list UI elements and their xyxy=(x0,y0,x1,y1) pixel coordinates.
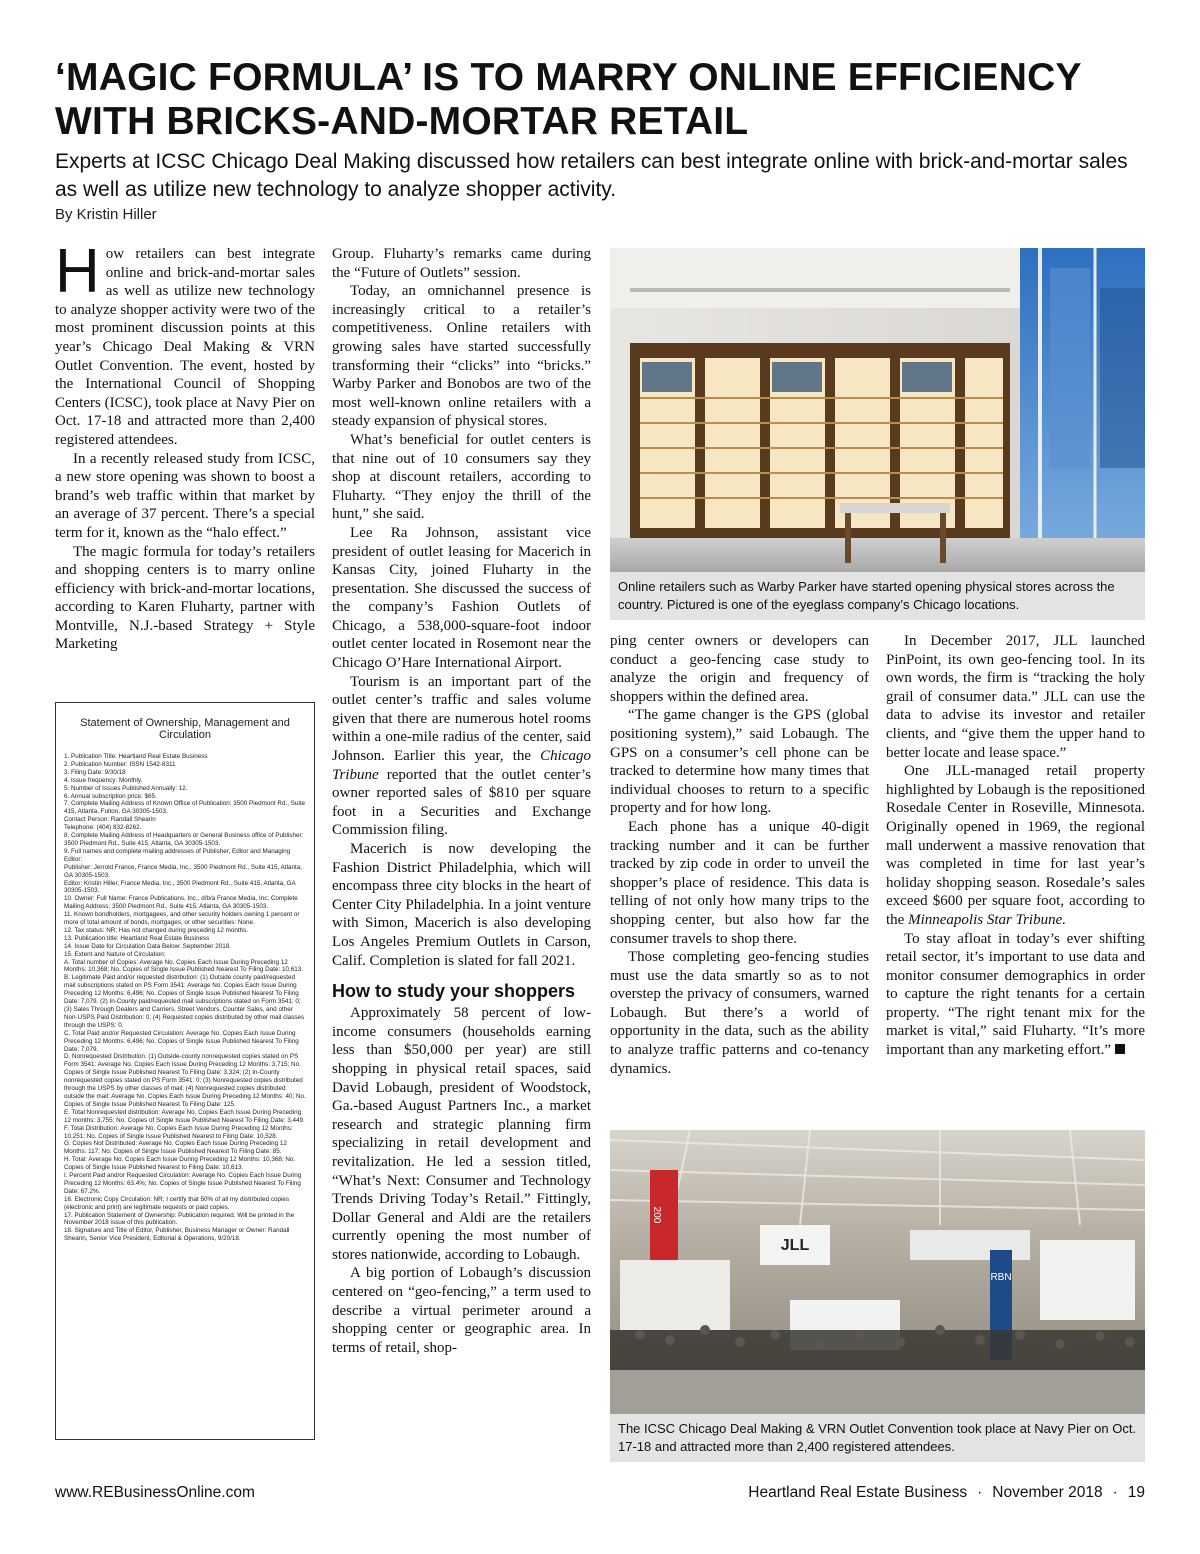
statement-line: 6. Annual subscription price: $65. xyxy=(64,792,157,800)
statement-lines xyxy=(64,753,306,1243)
statement-line: 16. Electronic Copy Circulation: NR; I certify that 50% of all my distributed copies (electronic and print) are legitimate requests or paid copies. xyxy=(64,1195,290,1211)
top-photo-frame xyxy=(610,248,1145,620)
website-footer[interactable]: www.REBusinessOnline.com xyxy=(55,1484,255,1501)
article-paragraph: Each phone has a unique 40-digit tracking number and it can be further tracked by zip code in order to unveil the shopper’s place of residence. This data is telling of not only how many trips to the shopping center, but also how far the consumer travels to shop there. xyxy=(610,818,869,947)
statement-line: 10. Owner: Full Name: France Publications, Inc., d/b/a France Media, Inc; Complete Mailing Address: 3500 Piedmont Rd., Suite 415, Atlanta, GA 30305-1503. xyxy=(64,895,298,911)
page-number: 19 xyxy=(1127,1484,1145,1501)
statement-line: 3. Filing Date: 9/30/18 xyxy=(64,768,126,776)
top-photo-caption: Online retailers such as Warby Parker have started opening physical stores across the country. Pictured is one of the eyeglass company’s Chicago locations. xyxy=(618,579,1115,612)
byline: By Kristin Hiller xyxy=(55,206,157,223)
statement-line: 18. Signature and Title of Editor, Publisher, Business Manager or Owner: Randall Shearin, Senior Vice President, Editorial & Operations, 9/20/18. xyxy=(64,1227,290,1243)
article-paragraph: Macerich is now developing the Fashion District Philadelphia, which will encompass three city blocks in the heart of Center City Philadelphia. In a joint venture with Simon, Macerich is also developing Los Angeles Premium Outlets in Carson, Calif. Completion is slated for fall 2021. xyxy=(332,841,591,969)
article-paragraph: In a recently released study from ICSC, a new store opening was shown to boost a brand’s web traffic within that market by an average of 37 percent. There’s a special term for it, known as the “halo effect.” xyxy=(55,450,315,541)
statement-line: H. Total: Average No. Copies Each Issue During Preceding 12 Months: 10,368; No. Copies of Single Issue Published Nearest to Filing Date: 10,613. xyxy=(64,1156,296,1172)
article-paragraph: Today, an omnichannel presence is increasingly critical to a retailer’s competitiveness. Online retailers with growing sales have started successfully transforming their “clicks” into “bricks.” Warby Parker and Bonobos are two of the most well-known online retailers with a steady expansion of physical stores. xyxy=(332,283,591,430)
statement-line: 9. Full names and complete mailing addresses of Publisher, Editor and Managing Editor: xyxy=(64,847,291,863)
statement-line: D. Nonrequested Distribution. (1) Outside-county nonrequested copies stated on PS Form 3541: Average No. Copies Each Issue During Preceding 12 Months: 3,715; No. Copies of Single Issue Published Nearest To Filing Date: 3,324; (2) In-County nonrequested copies stated on PS Form 3541: 0; (3) Nonrequested copies distributed through the USPS by other classes of mail: (4) Nonrequested copies distributed outside the mail: Average No. Copies Each Issue During Preceding 12 Months: 40; No. Copies of Single Issue Published Nearest To Filing Date: 125. xyxy=(64,1053,306,1108)
separator-dot: · xyxy=(977,1484,983,1501)
bottom-photo-caption: The ICSC Chicago Deal Making & VRN Outlet Convention took place at Navy Pier on Oct. 17-18 and attracted more than 2,400 registered attendees. xyxy=(618,1421,1137,1454)
bottom-photo-frame xyxy=(610,1130,1145,1462)
statement-line: 13. Publication title: Heartland Real Estate Business xyxy=(64,934,210,942)
issue-date: November 2018 xyxy=(992,1484,1103,1501)
article-paragraph: In December 2017, JLL launched PinPoint, its own geo-fencing tool. In its own words, the firm is “tracking the holy grail of consumer data.” JLL can use the data to advise its investor and retailer clients, and “give them the upper hand to better locate and lease space.” xyxy=(886,633,1145,761)
statement-line: 4. Issue frequency: Monthly. xyxy=(64,776,143,784)
statement-line: G. Copies Not Distributed: Average No. Copies Each Issue During Preceding 12 Months: 117; No. Copies of Single Issue Published Nearest To Filing Date: 85. xyxy=(64,1140,287,1156)
booth-sign-rbn: RBN xyxy=(990,1272,1012,1283)
statement-line: Publisher: Jerrold France, France Media, Inc., 3500 Piedmont Rd., Suite 415, Atlanta, GA 30305-1503. xyxy=(64,863,303,879)
publication-footer xyxy=(748,1484,1145,1502)
article-column-3 xyxy=(610,632,869,1078)
convention-floor-photo xyxy=(610,1130,1145,1414)
article-column-1 xyxy=(55,237,315,654)
headline: ‘MAGIC FORMULA’ IS TO MARRY ONLINE EFFICIENCY WITH BRICKS-AND-MORTAR RETAIL xyxy=(55,56,1081,143)
statement-title: Statement of Ownership, Management and Circulation xyxy=(80,717,290,741)
publication-name: Minneapolis Star Tribune. xyxy=(908,911,1067,928)
statement-line: 12. Tax status: NR; Has not changed during preceding 12 months. xyxy=(64,926,249,934)
statement-line: Telephone: (404) 832-8262. xyxy=(64,824,142,832)
separator-dot: · xyxy=(1112,1484,1118,1501)
statement-line: A. Total number of Copies: Average No. Copies Each Issue During Preceding 12 Months: 10,368; No. Copies of Single Issue Published Nearest To Filing Date: 10,613. xyxy=(64,958,303,974)
article-paragraph: One JLL-managed retail property highlighted by Lobaugh is the repositioned Rosedale Center in Roseville, Minnesota. Originally opened in 1969, the regional mall underwent a massive renovation that was completed in time for last year’s holiday shopping season. Rosedale’s sales exceed $600 per square foot, according to the Minneapolis Star Tribune. xyxy=(886,763,1145,928)
article-paragraph: Lee Ra Johnson, assistant vice president of outlet leasing for Macerich in Kansas City, joined Fluharty in the presentation. She discussed the success of the company’s Fashion Outlets of Chicago, a 538,000-square-foot indoor outlet center located in Rosemont near the Chicago O’Hare International Airport. xyxy=(332,524,591,672)
article-paragraph: Tourism is an important part of the outlet center’s traffic and sales volume given that there are numerous hotel rooms within a one-mile radius of the center, said Johnson. Earlier this year, the Chicago Tribune reported that the outlet center’s owner reported sales of $810 per square foot in a Securities and Exchange Commission filing. xyxy=(332,673,591,839)
eyeglass-store-photo xyxy=(610,248,1145,572)
banner-text: 200 xyxy=(651,1206,662,1224)
article-paragraph: A big portion of Lobaugh’s discussion centered on “geo-fencing,” a term used to describe a virtual perimeter around a shopping center or geographic area. In terms of retail, shop- xyxy=(332,1265,591,1356)
drop-cap: H xyxy=(55,237,100,306)
end-mark xyxy=(1115,1044,1125,1054)
statement-line: Editor: Kristin Hiller, France Media, Inc., 3500 Piedmont Rd., Suite 415, Atlanta, GA 30305-1503. xyxy=(64,879,296,895)
statement-line: 17. Publication Statement of Ownership: Publication required. Will be printed in the November 2018 issue of this publication. xyxy=(64,1211,295,1227)
article-column-4 xyxy=(886,632,1145,1060)
statement-line: 8. Complete Mailing Address of Headquarters or General Business office of Publisher: 3500 Piedmont Rd., Suite 415, Atlanta, GA 30305-1503. xyxy=(64,832,304,847)
statement-line: 15. Extent and Nature of Circulation: xyxy=(64,950,166,958)
statement-line: 2. Publication Number: ISSN 1542-8311 xyxy=(64,760,176,768)
article-paragraph: To stay afloat in today’s ever shifting retail sector, it’s important to use data and monitor consumer demographics in order to capture the right tenants for a certain property. “The right tenant mix for the market is vital,” said Fluharty. “It’s more important than any marketing effort.” xyxy=(886,930,1145,1059)
statement-line: F. Total Distribution: Average No. Copies Each Issue During Preceding 12 Months: 10,251; No. Copies of Single Issue Published Nearest to Filing Date: 10,528. xyxy=(64,1124,293,1140)
publication-name-footer: Heartland Real Estate Business xyxy=(748,1484,968,1501)
statement-line: I. Percent Paid and/or Requested Circulation: Average No. Copies Each Issue During Preceding 12 Months: 63.4%; No. Copies of Single Issue Published Nearest To Filing Date: 67.2%. xyxy=(64,1172,302,1195)
statement-line: B. Legitimate Paid and/or requested distribution: (1) Outside county paid/requested mail subscriptions stated on PS Form 3541: Average No. Copies Each Issue During Preceding 12 Months: 6,496; No. Copies of Single Issue Published Nearest To Filing Date: 7,079. (2) In-County paid/requested mail subscriptions stated on Form 3541: 0; (3) Sales Through Dealers and Carriers, Street Vendors, Counter Sales, and other Non-USPS Paid Distribution: 0; (4) Requested copies distributed by other mail classes through the USPS: 0. xyxy=(64,974,305,1029)
article-paragraph: What’s beneficial for outlet centers is that nine out of 10 consumers say they shop at discount retailers, according to Fluharty. “They enjoy the thrill of the hunt,” she said. xyxy=(332,431,591,523)
article-paragraph: Those completing geo-fencing studies must use the data smartly so as to not overstep the privacy of consumers, warned Lobaugh. But there’s a world of opportunity in the data, such as the ability to analyze traffic patterns and co-tenancy dynamics. xyxy=(610,949,869,1077)
article-paragraph: Group. Fluharty’s remarks came during the “Future of Outlets” session. xyxy=(332,246,591,281)
statement-of-ownership-box xyxy=(55,702,315,1440)
statement-line: C. Total Paid and/or Requested Circulation: Average No. Copies Each Issue During Preceding 12 Months: 6,496; No. Copies of Single Issue Published Nearest To Filing Date: 7,079. xyxy=(64,1029,299,1053)
statement-line: E. Total Nonrequested distribution: Average No. Copies Each Issue During Preceding 12 months: 3,755; No. Copies of Single Issue Published Nearest To Filing Date: 3,449. xyxy=(64,1108,305,1124)
publication-name: Chicago Tribune xyxy=(332,748,591,783)
statement-line: 14. Issue Date for Circulation Data Below: September 2018. xyxy=(64,942,231,950)
statement-line: 1. Publication Title: Heartland Real Estate Business xyxy=(64,753,208,760)
article-paragraph: The magic formula for today’s retailers and shopping centers is to marry online efficiency with brick-and-mortar locations, according to Karen Fluharty, partner with Montville, N.J.-based Strategy + Style Marketing xyxy=(55,543,315,653)
article-paragraph: ping center owners or developers can conduct a geo-fencing case study to analyze the origin and frequency of shoppers within the defined area. xyxy=(610,633,869,705)
statement-line: Contact Person: Randall Shearin xyxy=(64,816,156,824)
statement-line: 5. Number of Issues Published Annually: 12. xyxy=(64,784,188,792)
article-paragraph: How retailers can best integrate online and brick-and-mortar sales as well as utilize new technology to analyze shopper activity were two of the most prominent discussion points at this year’s Chicago Deal Making & VRN Outlet Convention. The event, hosted by the International Council of Shopping Centers (ICSC), took place at Navy Pier on Oct. 17-18 and attracted more than 2,400 registered attendees. xyxy=(55,237,315,448)
article-paragraph: Approximately 58 percent of low-income consumers (households earning less than $50,000 per year) are still shopping in physical retail spaces, said David Lobaugh, president of Woodstock, Ga.-based August Partners Inc., a market research and strategic planning firm specializing in retail development and revitalization. He led a session titled, “What’s Next: Consumer and Technology Trends Driving Today’s Retail.” Fittingly, Dollar General and Aldi are the retailers currently opening the most number of stores nationwide, according to Lobaugh. xyxy=(332,1005,591,1263)
article-column-2 xyxy=(332,245,591,1357)
statement-line: 11. Known bondholders, mortgagees, and other security holders owning 1 percent or more of total amount of bonds, mortgages, or other securities: None. xyxy=(64,911,300,927)
booth-sign-jll: JLL xyxy=(780,1237,810,1254)
deck-subtitle: Experts at ICSC Chicago Deal Making discussed how retailers can best integrate online with brick-and-mortar sales as well as utilize new technology to analyze shopper activity. xyxy=(55,150,1128,201)
section-subhead: How to study your shoppers xyxy=(332,981,576,1002)
statement-line: 7. Complete Mailing Address of Known Office of Publication: 3500 Piedmont Rd., Suite 415, Atlanta, Fulton, GA 30305-1503. xyxy=(64,800,306,816)
article-paragraph: “The game changer is the GPS (global positioning system),” said Lobaugh. The GPS on a consumer’s cell phone can be tracked to determine how many times that individual chooses to return to a specific property and for how long. xyxy=(610,707,869,817)
